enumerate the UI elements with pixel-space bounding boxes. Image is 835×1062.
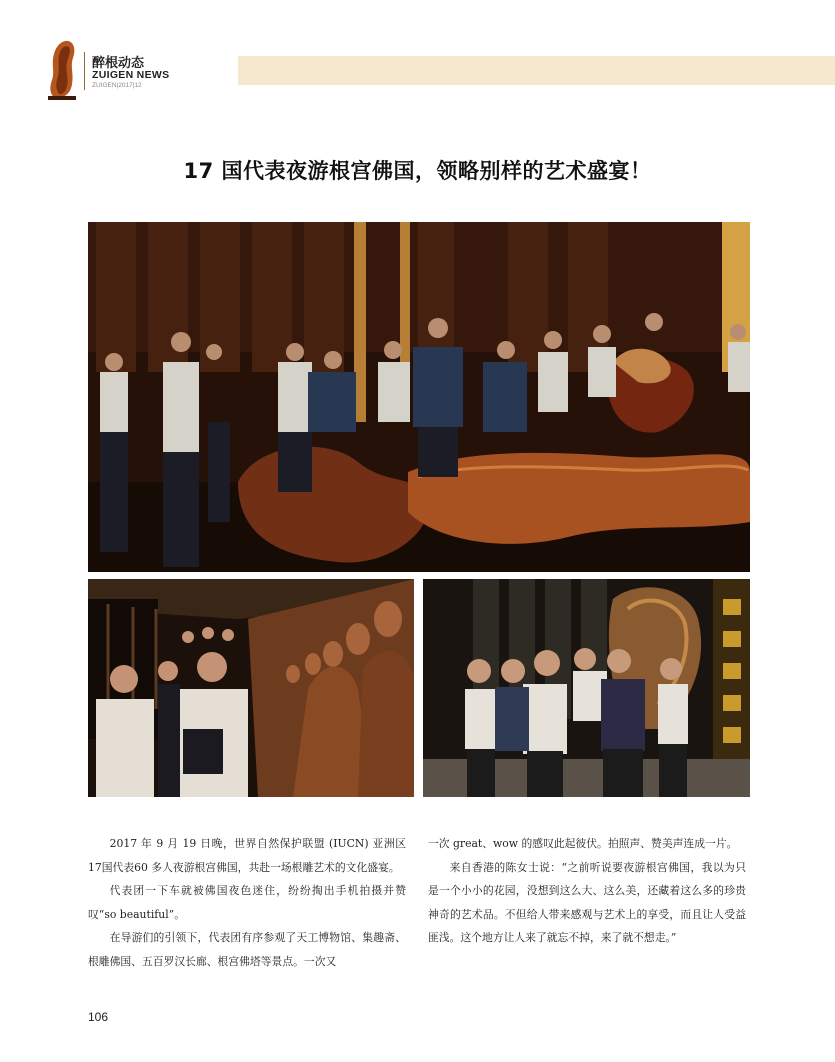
paragraph-tour: 在导游们的引领下，代表团有序参观了天工博物馆、集趣斋、根雕佛国、五百罗汉长廊、根宫佛塔等景点。一次又 [88,931,406,968]
page-header [0,0,835,110]
paragraph-quote: 来自香港的陈女士说：“之前听说要夜游根宫佛国，我以为只是一个小小的花园，没想到这么大、这么美，还藏着这么多的珍贵神奇的艺术品。不但给人带来感观与艺术上的享受，而且让人受益匪浅。这个地方让人来了就忘不掉，来了就不想走。” [428,860,746,944]
article-column-right [428,832,746,950]
header-accent-band [238,56,835,85]
paragraph-arrival: 代表团一下车就被佛国夜色迷住，纷纷掏出手机拍摄并赞叹“so beautiful”。 [88,884,406,921]
main-photo-visitors-hall [88,222,750,572]
article-column-left [88,832,406,973]
article-title: 17 国代表夜游根宫佛国，领略别样的艺术盛宴！ [183,159,652,184]
root-sculpture-logo-icon [46,38,78,100]
brand-name-cn: 醉根动态 [92,56,145,71]
photo-visitors-carving [423,579,750,797]
brand-name-en: ZUIGEN NEWS [92,69,170,81]
photo-arhat-corridor [88,579,414,797]
page-number: 106 [88,1010,109,1024]
issue-label: ZUIGEN|2017|12 [92,82,142,89]
logo-divider [84,52,85,90]
paragraph-intro: 2017 年 9 月 19 日晚，世界自然保护联盟 (IUCN) 亚洲区17国代表60 多人夜游根宫佛国，共赴一场根雕艺术的文化盛宴。 [88,837,406,874]
paragraph-tour-continued: 一次 great、wow 的感叹此起彼伏。拍照声、赞美声连成一片。 [428,837,738,850]
